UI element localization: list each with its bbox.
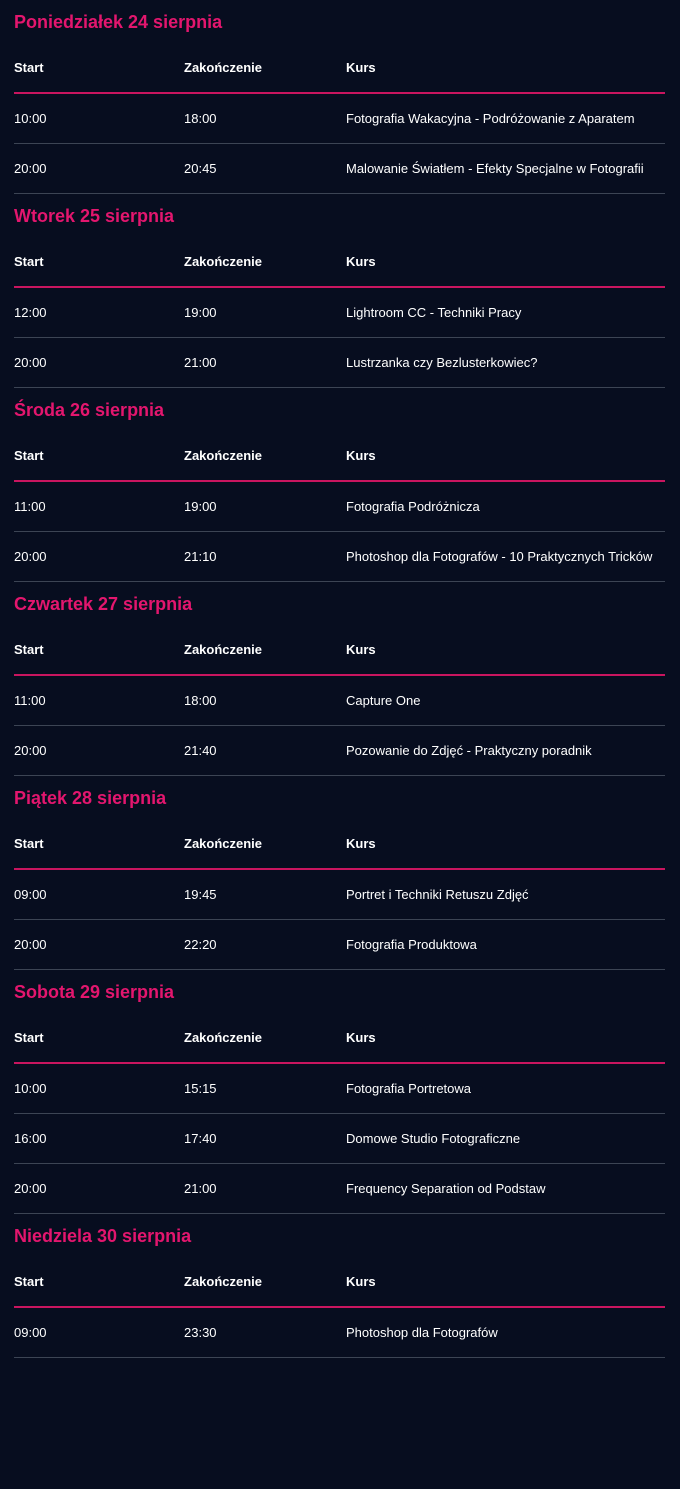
start-time: 20:00 bbox=[14, 355, 47, 370]
end-time: 17:40 bbox=[184, 1131, 217, 1146]
schedule-table bbox=[14, 820, 665, 970]
column-header-start: Start bbox=[14, 448, 44, 463]
table-header bbox=[14, 820, 665, 870]
table-row bbox=[14, 94, 665, 144]
table-row bbox=[14, 144, 665, 194]
end-time: 19:45 bbox=[184, 887, 217, 902]
start-time: 09:00 bbox=[14, 887, 47, 902]
end-time: 18:00 bbox=[184, 111, 217, 126]
column-header-course: Kurs bbox=[346, 60, 376, 75]
table-header bbox=[14, 238, 665, 288]
day-section bbox=[0, 776, 680, 970]
table-row bbox=[14, 870, 665, 920]
column-header-start: Start bbox=[14, 1274, 44, 1289]
course-name: Malowanie Światłem - Efekty Specjalne w Fotografii bbox=[346, 161, 644, 176]
course-name: Fotografia Wakacyjna - Podróżowanie z Aparatem bbox=[346, 111, 635, 126]
column-header-start: Start bbox=[14, 1030, 44, 1045]
day-title: Piątek 28 sierpnia bbox=[14, 788, 167, 808]
table-row bbox=[14, 726, 665, 776]
table-row bbox=[14, 532, 665, 582]
end-time: 18:00 bbox=[184, 693, 217, 708]
table-header bbox=[14, 44, 665, 94]
course-name: Lightroom CC - Techniki Pracy bbox=[346, 305, 522, 320]
day-section bbox=[0, 970, 680, 1214]
table-row bbox=[14, 288, 665, 338]
column-header-course: Kurs bbox=[346, 1274, 376, 1289]
end-time: 23:30 bbox=[184, 1325, 217, 1340]
column-header-course: Kurs bbox=[346, 254, 376, 269]
end-time: 22:20 bbox=[184, 937, 217, 952]
column-header-end: Zakończenie bbox=[184, 642, 263, 657]
day-title: Środa 26 sierpnia bbox=[14, 400, 165, 420]
day-section bbox=[0, 0, 680, 194]
column-header-start: Start bbox=[14, 254, 44, 269]
end-time: 21:00 bbox=[184, 1181, 217, 1196]
table-row bbox=[14, 482, 665, 532]
course-name: Lustrzanka czy Bezlusterkowiec? bbox=[346, 355, 538, 370]
column-header-end: Zakończenie bbox=[184, 1274, 263, 1289]
table-header bbox=[14, 1258, 665, 1308]
course-name: Portret i Techniki Retuszu Zdjęć bbox=[346, 887, 529, 902]
day-title: Czwartek 27 sierpnia bbox=[14, 594, 193, 614]
course-name: Frequency Separation od Podstaw bbox=[346, 1181, 546, 1196]
table-header bbox=[14, 432, 665, 482]
schedule-table bbox=[14, 432, 665, 582]
column-header-course: Kurs bbox=[346, 448, 376, 463]
start-time: 10:00 bbox=[14, 1081, 47, 1096]
day-title: Sobota 29 sierpnia bbox=[14, 982, 175, 1002]
course-name: Pozowanie do Zdjęć - Praktyczny poradnik bbox=[346, 743, 592, 758]
start-time: 20:00 bbox=[14, 1181, 47, 1196]
day-section bbox=[0, 388, 680, 582]
table-row bbox=[14, 1164, 665, 1214]
table-row bbox=[14, 338, 665, 388]
start-time: 20:00 bbox=[14, 161, 47, 176]
schedule-table bbox=[14, 1014, 665, 1214]
end-time: 19:00 bbox=[184, 305, 217, 320]
start-time: 11:00 bbox=[14, 693, 46, 708]
column-header-end: Zakończenie bbox=[184, 60, 263, 75]
end-time: 19:00 bbox=[184, 499, 217, 514]
course-name: Fotografia Portretowa bbox=[346, 1081, 472, 1096]
column-header-end: Zakończenie bbox=[184, 448, 263, 463]
day-section bbox=[0, 1214, 680, 1358]
start-time: 20:00 bbox=[14, 937, 47, 952]
day-section bbox=[0, 194, 680, 388]
column-header-end: Zakończenie bbox=[184, 836, 263, 851]
start-time: 20:00 bbox=[14, 549, 47, 564]
course-name: Fotografia Podróżnicza bbox=[346, 499, 480, 514]
column-header-end: Zakończenie bbox=[184, 254, 263, 269]
table-row bbox=[14, 1308, 665, 1358]
start-time: 16:00 bbox=[14, 1131, 47, 1146]
table-header bbox=[14, 626, 665, 676]
start-time: 09:00 bbox=[14, 1325, 47, 1340]
column-header-start: Start bbox=[14, 836, 44, 851]
table-header bbox=[14, 1014, 665, 1064]
day-title: Poniedziałek 24 sierpnia bbox=[14, 12, 223, 32]
schedule-table bbox=[14, 1258, 665, 1358]
start-time: 20:00 bbox=[14, 743, 47, 758]
end-time: 20:45 bbox=[184, 161, 217, 176]
schedule-table bbox=[14, 626, 665, 776]
course-name: Domowe Studio Fotograficzne bbox=[346, 1131, 521, 1146]
table-row bbox=[14, 676, 665, 726]
course-name: Photoshop dla Fotografów - 10 Praktycznych Tricków bbox=[346, 549, 653, 564]
column-header-end: Zakończenie bbox=[184, 1030, 263, 1045]
schedule-table bbox=[14, 238, 665, 388]
end-time: 21:10 bbox=[184, 549, 217, 564]
column-header-course: Kurs bbox=[346, 1030, 376, 1045]
column-header-start: Start bbox=[14, 60, 44, 75]
column-header-course: Kurs bbox=[346, 836, 376, 851]
day-section bbox=[0, 582, 680, 776]
end-time: 21:00 bbox=[184, 355, 217, 370]
course-name: Capture One bbox=[346, 693, 421, 708]
end-time: 15:15 bbox=[184, 1081, 217, 1096]
day-title: Wtorek 25 sierpnia bbox=[14, 206, 175, 226]
column-header-start: Start bbox=[14, 642, 44, 657]
table-row bbox=[14, 1064, 665, 1114]
start-time: 12:00 bbox=[14, 305, 47, 320]
day-title: Niedziela 30 sierpnia bbox=[14, 1226, 192, 1246]
course-name: Fotografia Produktowa bbox=[346, 937, 477, 952]
start-time: 11:00 bbox=[14, 499, 46, 514]
end-time: 21:40 bbox=[184, 743, 217, 758]
table-row bbox=[14, 1114, 665, 1164]
schedule-table bbox=[14, 44, 665, 194]
table-row bbox=[14, 920, 665, 970]
column-header-course: Kurs bbox=[346, 642, 376, 657]
start-time: 10:00 bbox=[14, 111, 47, 126]
course-name: Photoshop dla Fotografów bbox=[346, 1325, 498, 1340]
